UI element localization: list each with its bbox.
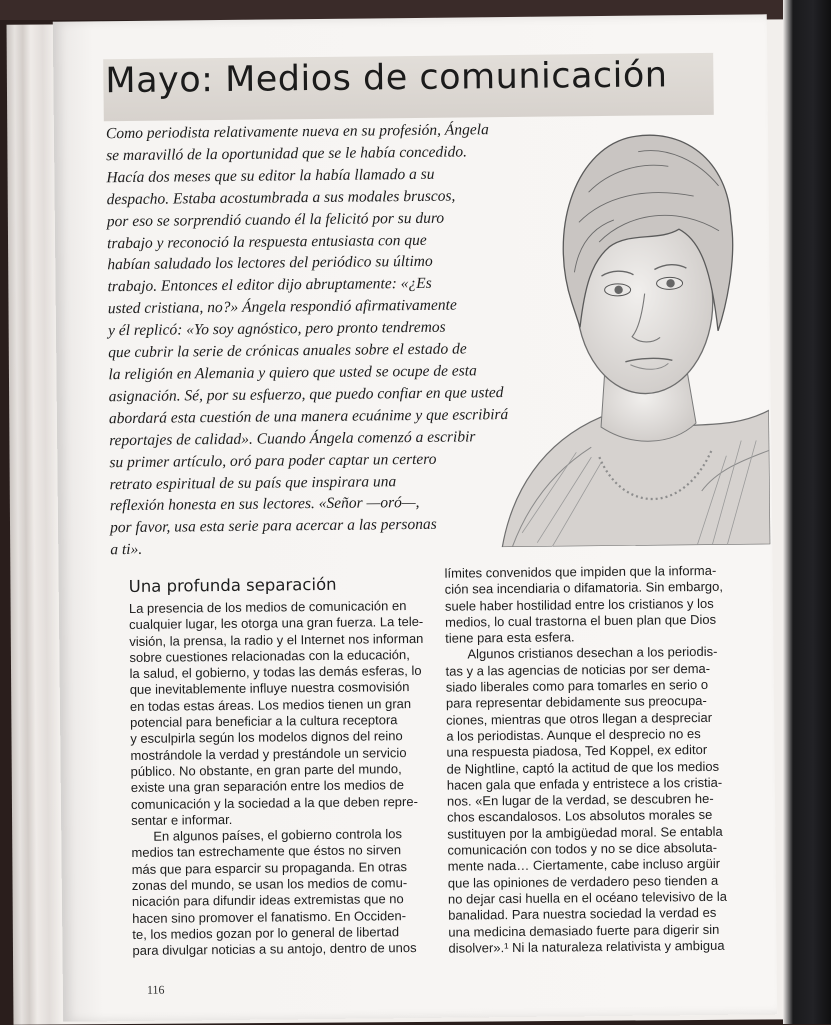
intro-line: reflexión honesta en sus lectores. «Señor —oró—, (109, 494, 420, 515)
body-line: zonas del mundo, se usan los medios de comu- (131, 875, 408, 894)
intro-line: la religión en Alemania y quiero que usted se ocupe de esta (108, 362, 477, 384)
intro-line: retrato espiritual de su país que inspirara una (109, 472, 397, 493)
body-line: hacen sino promover el fanatismo. En Occiden- (132, 907, 407, 926)
intro-line: por eso se sorprendió cuando él la felicitó por su duro (106, 209, 445, 230)
intro-line: reportajes de calidad». Cuando Ángela comenzó a escribir (109, 428, 476, 449)
intro-line: despacho. Estaba acostumbrada a sus modales bruscos, (106, 187, 456, 208)
body-line: la salud, el gobierno, y todas las demás esferas, lo (129, 663, 422, 682)
body-line: no dejar casi huella en el océano televisivo de la (447, 888, 728, 907)
body-line: Algunos cristianos desechan a los periodis- (467, 644, 718, 662)
intro-line: habían saludado los lectores del periódico su último (107, 253, 433, 274)
body-line: que las opiniones de verdadero peso tienden a (447, 872, 719, 891)
intro-line: se maravilló de la oportunidad que se le había concedido. (106, 143, 468, 165)
body-line: siado liberales como para tomarles en serio o (445, 677, 709, 695)
body-line: sobre cuestiones relacionadas con la educación, (129, 646, 410, 665)
body-line: sentar e informar. (131, 811, 233, 828)
body-line: disolver».¹ Ni la naturaleza relativista y ambigua (448, 937, 725, 956)
page-title: Mayo: Medios de comunicación (105, 55, 668, 102)
left-column (129, 574, 433, 960)
body-line: cualquier lugar, les otorga una gran fuerza. La tele- (129, 614, 424, 633)
body-line: banalidad. Para nuestra sociedad la verdad es (448, 905, 717, 923)
body-line: a los periodistas. Aunque el desprecio no es (446, 725, 701, 744)
body-line: nicación para difundir ideas extremistas que no (131, 891, 404, 910)
body-line: medios, lo cual trastorna el buen plan que Dios (445, 611, 717, 630)
intro-line: Como periodista relativamente nueva en su profesión, Ángela (105, 121, 489, 143)
body-line: para representar debidamente sus preocupa- (445, 693, 707, 712)
body-line: suele haber hostilidad entre los cristianos y los (444, 595, 714, 614)
intro-line: trabajo y reconoció la respuesta entusiasta con que (107, 231, 427, 252)
body-line: público. No obstante, en gran parte del mundo, (130, 761, 402, 779)
body-line: y esculpirla según los modelos dignos del reino (130, 728, 403, 747)
bookmark-ribbon (783, 0, 831, 1024)
intro-line: y él replicó: «Yo soy agnóstico, pero pronto tendremos (107, 318, 446, 340)
body-line: visión, la prensa, la radio y el Internet nos informan (129, 630, 424, 649)
body-line: que inevitablemente influye nuestra cosmovisión (129, 679, 410, 698)
intro-line: abordará esta cuestión de una manera ecuánime y que escribirá (108, 405, 509, 427)
body-line: una medicina demasiado fuerte para digerir sin (448, 921, 720, 940)
intro-line: por favor, usa esta serie para acercar a las personas (109, 516, 437, 537)
book-page (53, 14, 777, 1021)
body-line: mente nada… Ciertamente, cabe incluso argüir (447, 856, 721, 875)
body-line: nos. «En lugar de la verdad, se descubren he- (446, 791, 714, 809)
body-line: La presencia de los medios de comunicación en (128, 598, 407, 617)
intro-story (106, 119, 551, 562)
body-line: límites convenidos que impiden que la informa- (444, 562, 717, 581)
body-line: tas y a las agencias de noticias por ser dema- (445, 660, 711, 679)
intro-line: usted cristiana, no?» Ángela respondió afirmativamente (107, 296, 457, 318)
body-line: existe una gran separación entre los medios de (130, 777, 405, 796)
right-column (445, 563, 749, 957)
body-line: En algunos países, el gobierno controla los (153, 826, 402, 844)
body-line: ción sea incendiaria o difamatoria. Sin embargo, (444, 579, 724, 597)
body-line: medios tan estrechamente que éstos no sirven (131, 842, 402, 861)
body-line: una respuesta piadosa, Ted Koppel, ex editor (446, 742, 708, 760)
body-line: ciones, mientras que otros llegan a despreciar (446, 709, 713, 728)
body-line: en todas estas áreas. Los medios tienen un gran (129, 695, 412, 714)
body-line: hacen gala que enfada y entristece a los cristia- (446, 774, 723, 793)
body-line: chos escandalosos. Los absolutos morales se (447, 807, 713, 826)
body-line: de Nightline, captó la actitud de que los medios (446, 758, 720, 777)
intro-line: su primer artículo, oró para poder captar un certero (109, 450, 437, 471)
body-line: comunicación y la sociedad a la que deben repre- (130, 793, 418, 812)
body-line: potencial para beneficiar a la cultura receptora (130, 712, 398, 731)
body-line: te, los medios gozan por lo general de libertad (132, 924, 400, 942)
body-line: más que para esparcir su propaganda. En otras (131, 858, 408, 877)
intro-line: asignación. Sé, por su esfuerzo, que puedo confiar en que usted (108, 383, 504, 406)
intro-line: trabajo. Entonces el editor dijo abruptamente: «¿Es (107, 275, 432, 296)
body-line: mostrándole la verdad y prestándole un servicio (130, 744, 407, 763)
body-line: sustituyen por la ambigüedad moral. Se entabla (447, 823, 723, 842)
body-line: comunicación con todos y no se dice absoluta- (447, 839, 718, 858)
intro-line: que cubrir la serie de crónicas anuales sobre el estado de (108, 340, 467, 362)
intro-line: Hacía dos meses que su editor la había llamado a su (106, 165, 435, 187)
intro-line: a ti». (110, 541, 143, 559)
body-line: tiene para esta esfera. (445, 629, 575, 646)
section-heading: Una profunda separación (128, 574, 337, 597)
page-number: 116 (146, 982, 165, 997)
body-line: para divulgar noticias a su antojo, dentro de unos (132, 940, 417, 959)
